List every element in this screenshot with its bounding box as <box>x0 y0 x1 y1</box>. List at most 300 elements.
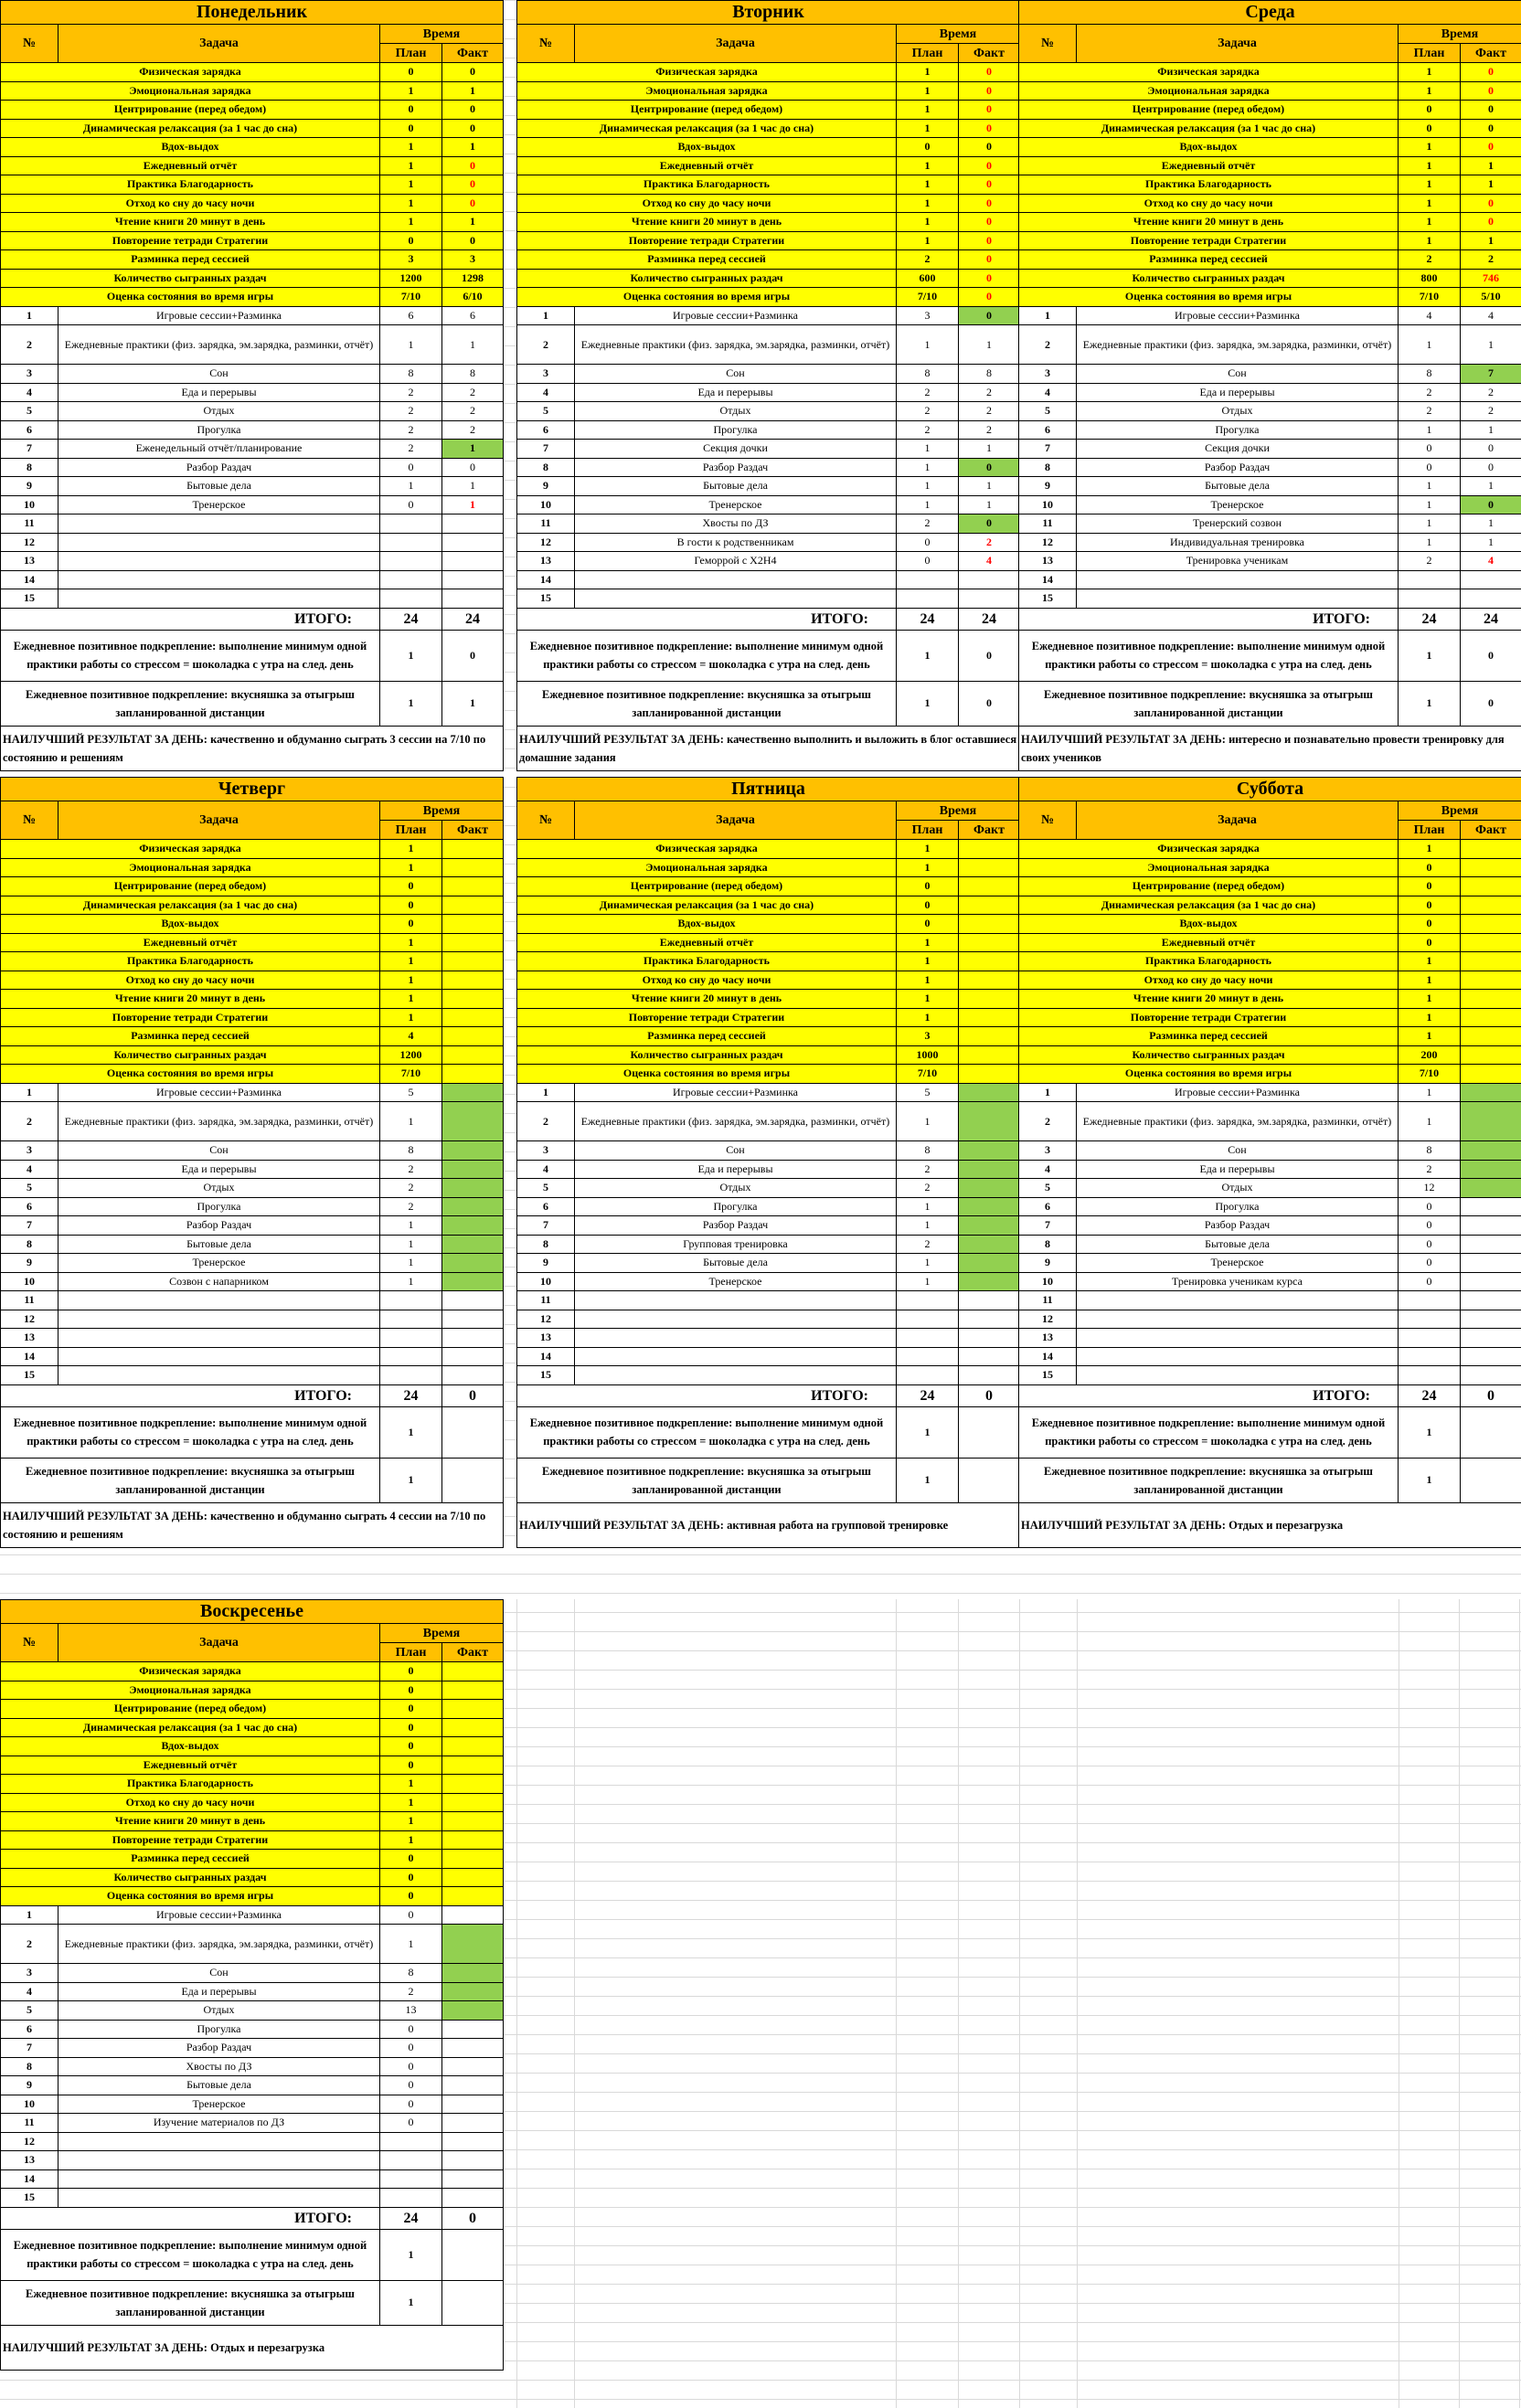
schedule-fact-cell[interactable]: 4 <box>959 552 1020 571</box>
schedule-task-cell[interactable]: Ежедневные практики (физ. зарядка, эм.зарядка, разминки, отчёт) <box>58 325 380 365</box>
total-label[interactable]: ИТОГО: <box>1 1384 380 1406</box>
practice-fact-cell[interactable]: 0 <box>959 231 1020 250</box>
schedule-fact-cell[interactable]: 0 <box>1461 440 1521 459</box>
schedule-plan-cell[interactable]: 1 <box>897 440 959 459</box>
practice-plan-cell[interactable]: 1 <box>1399 213 1461 232</box>
practice-fact-cell[interactable]: 0 <box>1461 194 1521 213</box>
total-plan-cell[interactable]: 24 <box>1399 1384 1461 1406</box>
schedule-task-cell[interactable]: Сон <box>58 365 380 384</box>
schedule-task-cell[interactable]: Отдых <box>58 402 380 421</box>
schedule-fact-cell[interactable] <box>442 1925 504 1964</box>
schedule-fact-cell[interactable] <box>442 2076 504 2095</box>
schedule-plan-cell[interactable]: 1 <box>897 1254 959 1273</box>
column-header-plan[interactable]: План <box>380 44 442 63</box>
practice-task-cell[interactable]: Чтение книги 20 минут в день <box>517 213 897 232</box>
schedule-fact-cell[interactable] <box>1461 1254 1521 1273</box>
schedule-fact-cell[interactable]: 0 <box>442 458 504 477</box>
schedule-fact-cell[interactable]: 1 <box>959 477 1020 496</box>
schedule-task-cell[interactable]: Тренировка ученикам курса <box>1077 1272 1399 1291</box>
practice-task-cell[interactable]: Динамическая релаксация (за 1 час до сна) <box>517 896 897 915</box>
practice-fact-cell[interactable]: 0 <box>442 119 504 138</box>
schedule-number-cell[interactable]: 6 <box>1019 420 1077 440</box>
schedule-number-cell[interactable]: 15 <box>1 589 58 609</box>
schedule-number-cell[interactable]: 8 <box>1019 1235 1077 1254</box>
practice-task-cell[interactable]: Количество сыгранных раздач <box>517 269 897 288</box>
schedule-task-cell[interactable] <box>575 1291 897 1310</box>
practice-task-cell[interactable]: Практика Благодарность <box>1019 175 1399 195</box>
schedule-plan-cell[interactable]: 1 <box>1399 1083 1461 1102</box>
practice-fact-cell[interactable] <box>442 1700 504 1719</box>
schedule-fact-cell[interactable] <box>442 589 504 609</box>
practice-fact-cell[interactable]: 1 <box>1461 231 1521 250</box>
schedule-task-cell[interactable]: Разбор Раздач <box>575 458 897 477</box>
practice-plan-cell[interactable]: 1 <box>897 840 959 859</box>
schedule-plan-cell[interactable]: 0 <box>380 458 442 477</box>
schedule-plan-cell[interactable]: 1 <box>380 1254 442 1273</box>
schedule-fact-cell[interactable] <box>442 2039 504 2058</box>
schedule-number-cell[interactable]: 6 <box>1 420 58 440</box>
schedule-fact-cell[interactable]: 1 <box>442 477 504 496</box>
best-result-cell[interactable] <box>1 1502 504 1547</box>
schedule-number-cell[interactable]: 6 <box>1 2020 58 2039</box>
practice-fact-cell[interactable] <box>442 1775 504 1794</box>
column-header-time[interactable]: Время <box>1399 801 1521 821</box>
reinforcement-fact-cell[interactable] <box>442 1406 504 1458</box>
schedule-number-cell[interactable]: 1 <box>1 1083 58 1102</box>
schedule-plan-cell[interactable]: 0 <box>380 495 442 514</box>
schedule-fact-cell[interactable] <box>442 1235 504 1254</box>
schedule-plan-cell[interactable]: 1 <box>897 477 959 496</box>
practice-plan-cell[interactable]: 600 <box>897 269 959 288</box>
schedule-plan-cell[interactable]: 2 <box>380 1982 442 2001</box>
practice-plan-cell[interactable]: 3 <box>897 1027 959 1046</box>
schedule-fact-cell[interactable] <box>442 2114 504 2133</box>
schedule-task-cell[interactable] <box>58 1366 380 1385</box>
schedule-task-cell[interactable]: Разбор Раздач <box>58 2039 380 2058</box>
schedule-plan-cell[interactable]: 4 <box>1399 306 1461 325</box>
schedule-fact-cell[interactable] <box>1461 1366 1521 1385</box>
schedule-plan-cell[interactable] <box>897 589 959 609</box>
schedule-plan-cell[interactable] <box>1399 1347 1461 1366</box>
practice-task-cell[interactable]: Оценка состояния во время игры <box>1 1887 380 1906</box>
schedule-number-cell[interactable]: 12 <box>1019 533 1077 552</box>
schedule-number-cell[interactable]: 9 <box>1 1254 58 1273</box>
practice-task-cell[interactable]: Центрирование (перед обедом) <box>1 1700 380 1719</box>
schedule-fact-cell[interactable] <box>959 1160 1020 1179</box>
practice-fact-cell[interactable]: 0 <box>959 194 1020 213</box>
schedule-plan-cell[interactable]: 1 <box>897 1272 959 1291</box>
practice-plan-cell[interactable]: 0 <box>380 896 442 915</box>
schedule-plan-cell[interactable] <box>380 1291 442 1310</box>
practice-fact-cell[interactable] <box>959 858 1020 877</box>
practice-plan-cell[interactable]: 0 <box>380 1737 442 1756</box>
total-label[interactable]: ИТОГО: <box>517 1384 897 1406</box>
practice-plan-cell[interactable]: 1 <box>380 1812 442 1831</box>
schedule-task-cell[interactable]: В гости к родственникам <box>575 533 897 552</box>
practice-task-cell[interactable]: Отход ко сну до часу ночи <box>517 971 897 990</box>
column-header-time[interactable]: Время <box>380 801 504 821</box>
schedule-fact-cell[interactable]: 4 <box>1461 552 1521 571</box>
practice-task-cell[interactable]: Центрирование (перед обедом) <box>1 101 380 120</box>
practice-task-cell[interactable]: Вдох-выдох <box>1 138 380 157</box>
schedule-number-cell[interactable]: 11 <box>1 2114 58 2133</box>
practice-plan-cell[interactable]: 0 <box>380 1887 442 1906</box>
practice-fact-cell[interactable] <box>959 877 1020 896</box>
schedule-task-cell[interactable] <box>58 2132 380 2151</box>
schedule-plan-cell[interactable]: 0 <box>1399 1254 1461 1273</box>
schedule-plan-cell[interactable]: 2 <box>897 514 959 534</box>
practice-fact-cell[interactable] <box>959 1045 1020 1065</box>
practice-task-cell[interactable]: Количество сыгранных раздач <box>1 1045 380 1065</box>
practice-fact-cell[interactable] <box>959 1008 1020 1027</box>
practice-plan-cell[interactable]: 1 <box>1399 1008 1461 1027</box>
schedule-fact-cell[interactable]: 0 <box>1461 495 1521 514</box>
schedule-fact-cell[interactable] <box>959 1366 1020 1385</box>
schedule-plan-cell[interactable]: 5 <box>897 1083 959 1102</box>
schedule-fact-cell[interactable] <box>442 1272 504 1291</box>
schedule-number-cell[interactable]: 6 <box>1 1197 58 1216</box>
practice-task-cell[interactable]: Количество сыгранных раздач <box>517 1045 897 1065</box>
practice-task-cell[interactable]: Практика Благодарность <box>1 175 380 195</box>
schedule-task-cell[interactable]: Геморрой с Х2Н4 <box>575 552 897 571</box>
practice-plan-cell[interactable]: 1 <box>1399 990 1461 1009</box>
practice-fact-cell[interactable] <box>1461 915 1521 934</box>
schedule-fact-cell[interactable] <box>442 1197 504 1216</box>
practice-task-cell[interactable]: Эмоциональная зарядка <box>517 858 897 877</box>
schedule-number-cell[interactable]: 4 <box>1 1982 58 2001</box>
schedule-task-cell[interactable] <box>1077 1347 1399 1366</box>
schedule-fact-cell[interactable] <box>442 1291 504 1310</box>
schedule-plan-cell[interactable]: 2 <box>1399 383 1461 402</box>
schedule-number-cell[interactable]: 1 <box>1019 306 1077 325</box>
schedule-task-cell[interactable] <box>58 1291 380 1310</box>
practice-task-cell[interactable]: Разминка перед сессией <box>1 1850 380 1869</box>
schedule-plan-cell[interactable]: 0 <box>380 2039 442 2058</box>
schedule-fact-cell[interactable] <box>442 1366 504 1385</box>
schedule-fact-cell[interactable]: 0 <box>959 306 1020 325</box>
schedule-number-cell[interactable]: 4 <box>1019 1160 1077 1179</box>
practice-fact-cell[interactable]: 0 <box>442 175 504 195</box>
column-header-time[interactable]: Время <box>1399 25 1521 44</box>
schedule-plan-cell[interactable]: 12 <box>1399 1179 1461 1198</box>
practice-fact-cell[interactable]: 1 <box>1461 156 1521 175</box>
practice-task-cell[interactable]: Эмоциональная зарядка <box>1019 858 1399 877</box>
practice-task-cell[interactable]: Физическая зарядка <box>517 63 897 82</box>
schedule-number-cell[interactable]: 12 <box>517 1310 575 1329</box>
best-result-cell[interactable] <box>1 726 504 770</box>
practice-fact-cell[interactable]: 0 <box>1461 213 1521 232</box>
practice-fact-cell[interactable]: 0 <box>959 119 1020 138</box>
practice-fact-cell[interactable]: 0 <box>442 231 504 250</box>
schedule-task-cell[interactable]: Игровые сессии+Разминка <box>1077 1083 1399 1102</box>
total-label[interactable]: ИТОГО: <box>1019 608 1399 630</box>
schedule-number-cell[interactable]: 10 <box>517 1272 575 1291</box>
practice-fact-cell[interactable]: 0 <box>959 213 1020 232</box>
practice-task-cell[interactable]: Разминка перед сессией <box>517 250 897 270</box>
schedule-fact-cell[interactable]: 2 <box>442 383 504 402</box>
schedule-task-cell[interactable] <box>575 570 897 589</box>
schedule-fact-cell[interactable]: 1 <box>1461 420 1521 440</box>
schedule-fact-cell[interactable]: 1 <box>959 495 1020 514</box>
schedule-task-cell[interactable]: Тренерское <box>1077 1254 1399 1273</box>
total-fact-cell[interactable]: 24 <box>1461 608 1521 630</box>
schedule-fact-cell[interactable] <box>959 1329 1020 1348</box>
schedule-number-cell[interactable]: 13 <box>1 1329 58 1348</box>
schedule-fact-cell[interactable] <box>1461 1216 1521 1236</box>
schedule-task-cell[interactable]: Еженедельный отчёт/планирование <box>58 440 380 459</box>
schedule-fact-cell[interactable] <box>959 1347 1020 1366</box>
schedule-task-cell[interactable]: Игровые сессии+Разминка <box>58 1905 380 1925</box>
reinforcement-plan-cell[interactable]: 1 <box>380 681 442 726</box>
schedule-task-cell[interactable]: Сон <box>58 1964 380 1983</box>
schedule-plan-cell[interactable]: 8 <box>897 365 959 384</box>
practice-task-cell[interactable]: Динамическая релаксация (за 1 час до сна) <box>1019 119 1399 138</box>
schedule-number-cell[interactable]: 5 <box>1019 1179 1077 1198</box>
schedule-number-cell[interactable]: 8 <box>517 458 575 477</box>
practice-plan-cell[interactable]: 1 <box>380 1793 442 1812</box>
schedule-fact-cell[interactable] <box>442 570 504 589</box>
practice-task-cell[interactable]: Чтение книги 20 минут в день <box>1019 990 1399 1009</box>
schedule-plan-cell[interactable]: 1 <box>1399 325 1461 365</box>
reinforcement-text-cell[interactable]: Ежедневное позитивное подкрепление: выполнение минимум одной практики работы со стрессом = шоколадка с утра на след. день <box>1019 630 1399 681</box>
schedule-plan-cell[interactable]: 1 <box>897 495 959 514</box>
practice-plan-cell[interactable]: 1 <box>897 194 959 213</box>
schedule-number-cell[interactable]: 14 <box>1 2169 58 2189</box>
schedule-plan-cell[interactable]: 2 <box>897 420 959 440</box>
schedule-task-cell[interactable]: Ежедневные практики (физ. зарядка, эм.зарядка, разминки, отчёт) <box>1077 325 1399 365</box>
schedule-fact-cell[interactable]: 0 <box>1461 458 1521 477</box>
practice-fact-cell[interactable] <box>442 1045 504 1065</box>
schedule-number-cell[interactable]: 2 <box>1019 1102 1077 1141</box>
practice-plan-cell[interactable]: 200 <box>1399 1045 1461 1065</box>
schedule-number-cell[interactable]: 9 <box>1019 477 1077 496</box>
schedule-number-cell[interactable]: 4 <box>517 383 575 402</box>
best-result-cell[interactable] <box>517 1502 1020 1547</box>
practice-fact-cell[interactable] <box>959 990 1020 1009</box>
schedule-task-cell[interactable]: Отдых <box>575 1179 897 1198</box>
schedule-plan-cell[interactable]: 8 <box>380 1964 442 1983</box>
schedule-number-cell[interactable]: 10 <box>1 1272 58 1291</box>
practice-task-cell[interactable]: Повторение тетради Стратегии <box>517 231 897 250</box>
practice-plan-cell[interactable]: 1 <box>1399 952 1461 971</box>
schedule-number-cell[interactable]: 8 <box>1 458 58 477</box>
column-header-plan[interactable]: План <box>897 44 959 63</box>
schedule-plan-cell[interactable] <box>897 1291 959 1310</box>
schedule-plan-cell[interactable]: 1 <box>1399 1102 1461 1141</box>
schedule-number-cell[interactable]: 5 <box>1 1179 58 1198</box>
practice-fact-cell[interactable]: 1 <box>442 81 504 101</box>
practice-fact-cell[interactable] <box>442 1868 504 1887</box>
schedule-number-cell[interactable]: 1 <box>1019 1083 1077 1102</box>
practice-task-cell[interactable]: Физическая зарядка <box>517 840 897 859</box>
schedule-plan-cell[interactable]: 2 <box>897 383 959 402</box>
practice-plan-cell[interactable]: 7/10 <box>1399 1065 1461 1084</box>
schedule-plan-cell[interactable] <box>380 1310 442 1329</box>
schedule-task-cell[interactable] <box>58 533 380 552</box>
practice-fact-cell[interactable] <box>442 877 504 896</box>
practice-plan-cell[interactable]: 1200 <box>380 269 442 288</box>
practice-plan-cell[interactable]: 0 <box>380 915 442 934</box>
schedule-plan-cell[interactable]: 0 <box>1399 458 1461 477</box>
schedule-plan-cell[interactable]: 8 <box>380 1141 442 1161</box>
schedule-task-cell[interactable]: Ежедневные практики (физ. зарядка, эм.зарядка, разминки, отчёт) <box>575 325 897 365</box>
practice-task-cell[interactable]: Количество сыгранных раздач <box>1019 1045 1399 1065</box>
practice-task-cell[interactable]: Повторение тетради Стратегии <box>1 1008 380 1027</box>
practice-task-cell[interactable]: Практика Благодарность <box>517 952 897 971</box>
schedule-task-cell[interactable]: Разбор Раздач <box>1077 1216 1399 1236</box>
practice-task-cell[interactable]: Чтение книги 20 минут в день <box>1 1812 380 1831</box>
schedule-number-cell[interactable]: 8 <box>517 1235 575 1254</box>
schedule-number-cell[interactable]: 6 <box>517 420 575 440</box>
schedule-plan-cell[interactable]: 2 <box>380 1197 442 1216</box>
schedule-task-cell[interactable]: Сон <box>575 1141 897 1161</box>
practice-task-cell[interactable]: Количество сыгранных раздач <box>1 269 380 288</box>
schedule-number-cell[interactable]: 4 <box>1 1160 58 1179</box>
column-header-fact[interactable]: Факт <box>1461 821 1521 840</box>
schedule-number-cell[interactable]: 7 <box>1 1216 58 1236</box>
schedule-task-cell[interactable] <box>58 2151 380 2170</box>
schedule-task-cell[interactable]: Тренерское <box>575 495 897 514</box>
schedule-task-cell[interactable]: Бытовые дела <box>58 1235 380 1254</box>
schedule-fact-cell[interactable] <box>442 2189 504 2208</box>
schedule-fact-cell[interactable] <box>1461 1272 1521 1291</box>
schedule-fact-cell[interactable] <box>442 2151 504 2170</box>
practice-task-cell[interactable]: Центрирование (перед обедом) <box>1019 877 1399 896</box>
schedule-number-cell[interactable]: 6 <box>1019 1197 1077 1216</box>
schedule-plan-cell[interactable]: 2 <box>380 402 442 421</box>
practice-plan-cell[interactable]: 1 <box>380 81 442 101</box>
schedule-number-cell[interactable]: 12 <box>1 2132 58 2151</box>
schedule-number-cell[interactable]: 11 <box>1019 514 1077 534</box>
schedule-plan-cell[interactable]: 1 <box>1399 477 1461 496</box>
schedule-plan-cell[interactable]: 8 <box>1399 1141 1461 1161</box>
schedule-fact-cell[interactable]: 2 <box>959 420 1020 440</box>
schedule-number-cell[interactable]: 13 <box>517 552 575 571</box>
practice-fact-cell[interactable]: 0 <box>959 250 1020 270</box>
reinforcement-fact-cell[interactable]: 0 <box>1461 681 1521 726</box>
column-header-fact[interactable]: Факт <box>442 1643 504 1662</box>
schedule-fact-cell[interactable]: 1 <box>1461 477 1521 496</box>
reinforcement-text-cell[interactable]: Ежедневное позитивное подкрепление: выполнение минимум одной практики работы со стрессом = шоколадка с утра на след. день <box>1 2229 380 2280</box>
practice-task-cell[interactable]: Практика Благодарность <box>1 952 380 971</box>
practice-task-cell[interactable]: Ежедневный отчёт <box>517 156 897 175</box>
schedule-number-cell[interactable]: 1 <box>517 306 575 325</box>
schedule-number-cell[interactable]: 9 <box>1 2076 58 2095</box>
schedule-number-cell[interactable]: 1 <box>1 306 58 325</box>
reinforcement-text-cell[interactable]: Ежедневное позитивное подкрепление: выполнение минимум одной практики работы со стрессом = шоколадка с утра на след. день <box>517 1406 897 1458</box>
practice-plan-cell[interactable]: 1 <box>897 213 959 232</box>
schedule-plan-cell[interactable] <box>380 514 442 534</box>
schedule-task-cell[interactable]: Игровые сессии+Разминка <box>1077 306 1399 325</box>
reinforcement-fact-cell[interactable] <box>959 1406 1020 1458</box>
schedule-fact-cell[interactable]: 0 <box>959 458 1020 477</box>
practice-fact-cell[interactable]: 0 <box>959 63 1020 82</box>
schedule-number-cell[interactable]: 5 <box>1019 402 1077 421</box>
practice-fact-cell[interactable] <box>1461 1045 1521 1065</box>
schedule-fact-cell[interactable] <box>442 2020 504 2039</box>
practice-fact-cell[interactable]: 0 <box>442 156 504 175</box>
schedule-fact-cell[interactable]: 1 <box>959 325 1020 365</box>
column-header-task[interactable]: Задача <box>1077 801 1399 840</box>
practice-fact-cell[interactable] <box>442 952 504 971</box>
schedule-fact-cell[interactable] <box>1461 1141 1521 1161</box>
practice-plan-cell[interactable]: 1 <box>380 858 442 877</box>
practice-fact-cell[interactable] <box>442 1718 504 1737</box>
total-plan-cell[interactable]: 24 <box>380 2207 442 2229</box>
schedule-plan-cell[interactable]: 2 <box>380 383 442 402</box>
practice-plan-cell[interactable]: 0 <box>380 63 442 82</box>
column-header-plan[interactable]: План <box>1399 44 1461 63</box>
practice-fact-cell[interactable]: 2 <box>1461 250 1521 270</box>
practice-task-cell[interactable]: Вдох-выдох <box>517 138 897 157</box>
schedule-task-cell[interactable]: Еда и перерывы <box>575 1160 897 1179</box>
schedule-fact-cell[interactable]: 2 <box>442 420 504 440</box>
schedule-plan-cell[interactable]: 0 <box>380 2020 442 2039</box>
schedule-fact-cell[interactable] <box>959 570 1020 589</box>
schedule-number-cell[interactable]: 4 <box>1 383 58 402</box>
practice-task-cell[interactable]: Повторение тетради Стратегии <box>517 1008 897 1027</box>
practice-fact-cell[interactable] <box>442 1793 504 1812</box>
schedule-number-cell[interactable]: 11 <box>1 1291 58 1310</box>
schedule-task-cell[interactable]: Разбор Раздач <box>575 1216 897 1236</box>
schedule-plan-cell[interactable]: 1 <box>380 477 442 496</box>
schedule-task-cell[interactable] <box>58 552 380 571</box>
practice-plan-cell[interactable]: 1 <box>897 81 959 101</box>
schedule-task-cell[interactable]: Изучение материалов по ДЗ <box>58 2114 380 2133</box>
schedule-fact-cell[interactable] <box>1461 1347 1521 1366</box>
reinforcement-fact-cell[interactable]: 0 <box>959 630 1020 681</box>
schedule-task-cell[interactable]: Игровые сессии+Разминка <box>575 1083 897 1102</box>
schedule-fact-cell[interactable] <box>442 1179 504 1198</box>
column-header-no[interactable]: № <box>1 1624 58 1662</box>
practice-fact-cell[interactable] <box>959 1065 1020 1084</box>
schedule-number-cell[interactable]: 3 <box>1019 1141 1077 1161</box>
reinforcement-text-cell[interactable]: Ежедневное позитивное подкрепление: вкусняшка за отыгрыш запланированной дистанции <box>1 681 380 726</box>
schedule-plan-cell[interactable]: 1 <box>1399 420 1461 440</box>
schedule-number-cell[interactable]: 13 <box>1019 552 1077 571</box>
practice-fact-cell[interactable]: 1 <box>442 138 504 157</box>
schedule-plan-cell[interactable] <box>1399 1310 1461 1329</box>
schedule-task-cell[interactable] <box>575 1310 897 1329</box>
schedule-fact-cell[interactable] <box>1461 1160 1521 1179</box>
schedule-fact-cell[interactable] <box>442 2169 504 2189</box>
schedule-plan-cell[interactable]: 1 <box>1399 514 1461 534</box>
schedule-plan-cell[interactable]: 0 <box>1399 440 1461 459</box>
schedule-plan-cell[interactable]: 2 <box>897 1235 959 1254</box>
schedule-fact-cell[interactable] <box>959 1291 1020 1310</box>
total-plan-cell[interactable]: 24 <box>897 1384 959 1406</box>
practice-fact-cell[interactable] <box>442 858 504 877</box>
reinforcement-text-cell[interactable]: Ежедневное позитивное подкрепление: вкусняшка за отыгрыш запланированной дистанции <box>1 1458 380 1502</box>
practice-plan-cell[interactable]: 1 <box>380 1775 442 1794</box>
practice-task-cell[interactable]: Оценка состояния во время игры <box>517 1065 897 1084</box>
schedule-task-cell[interactable]: Прогулка <box>575 1197 897 1216</box>
schedule-number-cell[interactable]: 5 <box>517 402 575 421</box>
column-header-no[interactable]: № <box>1 25 58 63</box>
reinforcement-plan-cell[interactable]: 1 <box>897 1458 959 1502</box>
schedule-fact-cell[interactable] <box>442 2057 504 2076</box>
total-fact-cell[interactable]: 24 <box>959 608 1020 630</box>
practice-task-cell[interactable]: Количество сыгранных раздач <box>1 1868 380 1887</box>
schedule-task-cell[interactable]: Тренерский созвон <box>1077 514 1399 534</box>
schedule-task-cell[interactable]: Тренерское <box>58 1254 380 1273</box>
reinforcement-text-cell[interactable]: Ежедневное позитивное подкрепление: вкусняшка за отыгрыш запланированной дистанции <box>517 681 897 726</box>
schedule-number-cell[interactable]: 2 <box>1 325 58 365</box>
practice-task-cell[interactable]: Центрирование (перед обедом) <box>1019 101 1399 120</box>
reinforcement-plan-cell[interactable]: 1 <box>897 681 959 726</box>
practice-task-cell[interactable]: Центрирование (перед обедом) <box>517 101 897 120</box>
schedule-number-cell[interactable]: 12 <box>1 1310 58 1329</box>
